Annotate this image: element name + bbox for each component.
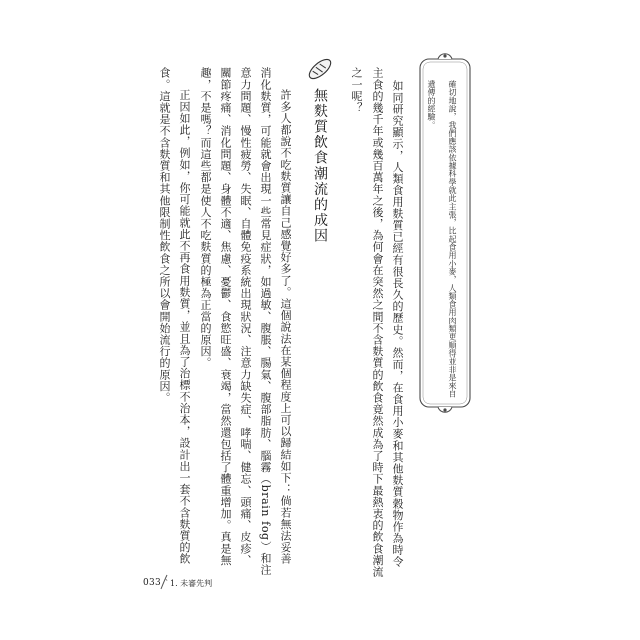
body-line: 之一呢？ (350, 67, 363, 114)
body-line: 許多人都說不吃麩質讓自己感覺好多了。這個說法在某個程度上可以歸結如下：倘若無法妥善 (279, 89, 292, 565)
note-line: 確切地說，我們應該依據科學就此主張，比起食用小麥，人類食用肉類更順得並非是來自 (448, 80, 457, 398)
body-line: 趣，不是嗎？而這些都是使人不吃麩質的極為正當的原因。 (199, 67, 212, 369)
body-line: 主食的幾千年或幾百萬年之後，為何會在突然之間不含麩質的飲食竟然成為了時下最熱衷的飲食潮流 (371, 67, 384, 578)
page-number: 033 (143, 578, 162, 588)
bread-icon (305, 54, 335, 84)
body-line: 如同研究顯示，人類食用麩質已經有很長久的歷史。然而，在食用小麥和其他麩質穀物作為時令 (391, 80, 404, 568)
body-line: 食。這就是不含麩質和其他限制性飲食之所以會開始流行的原因。 (158, 67, 171, 404)
body-line: 消化麩質，可能就會出現一些常見症狀，如過敏、腹脹、腸氣、腹部脂肪、腦霧（brain fog）和注 (259, 67, 272, 576)
chapter-title: 1. 未審先判 (170, 579, 213, 588)
note-frame (416, 50, 474, 416)
body-line: 正因如此，例如，你可能就此不再食用麩質，並且為了治標不治本，設計出一套不含麩質的飲 (178, 89, 191, 565)
footer-divider-icon (159, 574, 169, 590)
note-line: 遺傳的經驗。 (427, 80, 436, 129)
section-heading: 無麩質飲食潮流的成因 (312, 88, 328, 244)
body-line: 意力問題、慢性疲勞、失眠、自體免疫系統出現狀況、注意力缺失症、哮喘、健忘、頭痛、皮疹、 (239, 67, 252, 566)
body-line: 關節疼痛、消化問題、身體不適、焦慮、憂鬱、食慾旺盛、衰竭，當然還包括了體重增加。真是無 (219, 67, 232, 566)
